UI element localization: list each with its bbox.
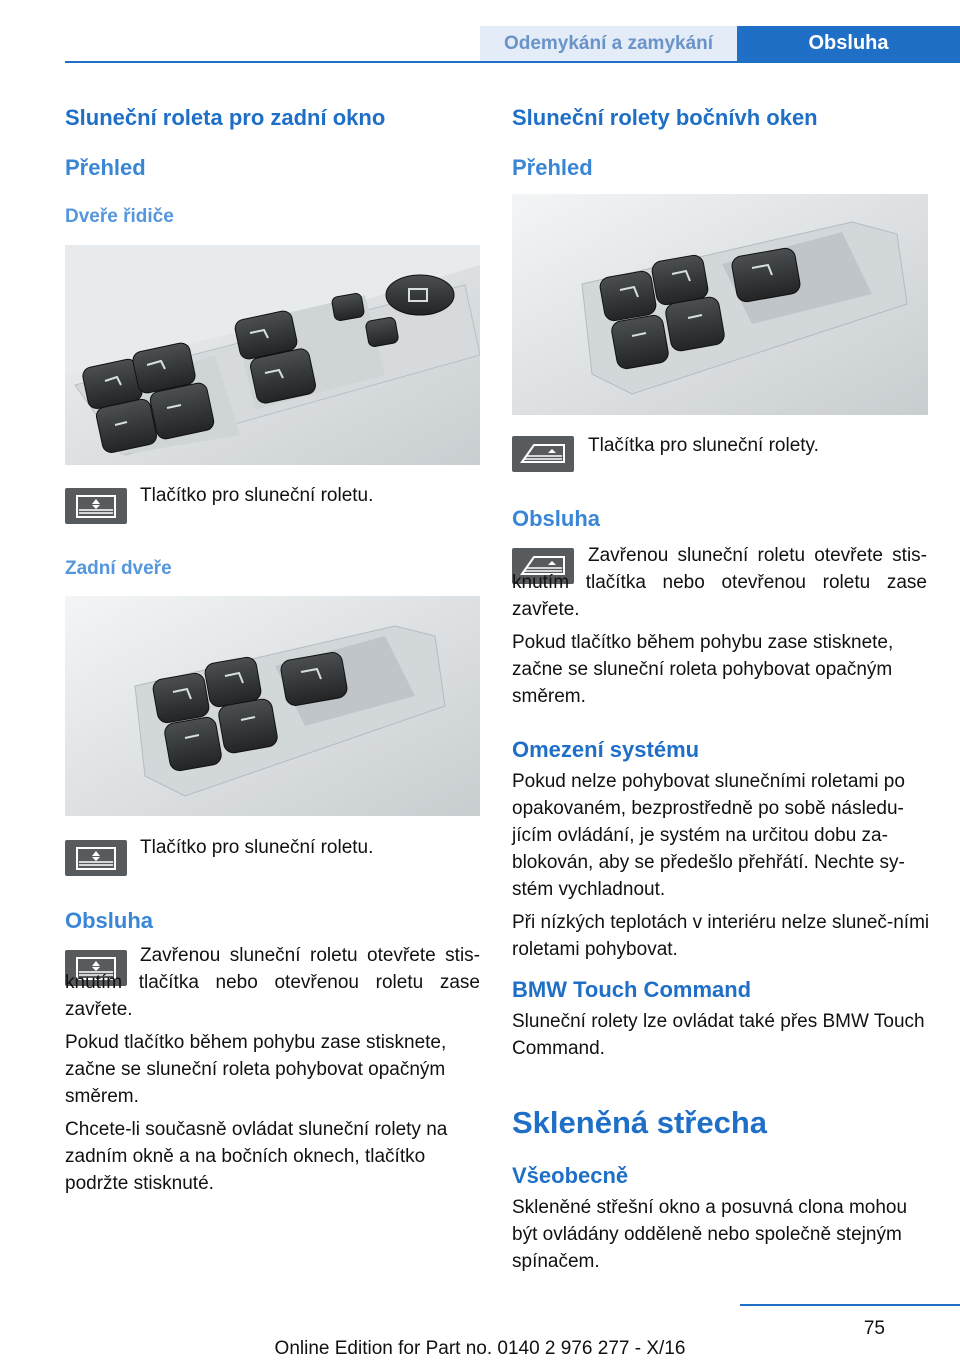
left-operation-p2: Pokud tlačítko během pohybu zase stisknete, začne se sluneční roleta pohybovat opačným směrem. xyxy=(65,1032,447,1107)
right-overview-heading: Přehled xyxy=(512,155,593,180)
driver-door-caption: Tlačítko pro sluneční roletu. xyxy=(140,485,374,506)
edition-footer: Online Edition for Part no. 0140 2 976 277 - X/16 xyxy=(274,1338,686,1359)
limits-p2: Při nízkých teplotách v interiéru nelze sluneč‐ními roletami pohybovat. xyxy=(512,912,930,960)
left-operation-p3: Chcete-li současně ovládat sluneční rolety na zadním okně a na bočních oknech, tlačítko podržte stisknuté. xyxy=(65,1119,448,1194)
left-operation-p1: Zavřenou sluneční roletu otevřete stis‐knutím tlačítka nebo otevřenou roletu zase zavřete. xyxy=(65,945,480,1020)
touch-command-heading: BMW Touch Command xyxy=(512,977,752,1002)
side-sunshade-button-icon xyxy=(512,436,574,472)
header-chapter-tab: Obsluha xyxy=(737,26,960,61)
rear-sunshade-button-icon xyxy=(65,840,127,876)
page-number: 75 xyxy=(863,1318,885,1339)
rear-sunshade-button-icon xyxy=(65,488,127,524)
left-title: Sluneční roleta pro zadní okno xyxy=(65,105,386,130)
glass-roof-heading: Skleněná střecha xyxy=(512,1105,768,1140)
touch-command-text xyxy=(512,1008,927,1062)
general-text xyxy=(512,1194,932,1275)
header-rule xyxy=(65,61,960,63)
limits-text xyxy=(512,768,932,963)
right-operation-text xyxy=(512,542,927,710)
general-heading: Všeobecně xyxy=(512,1163,629,1188)
left-overview-heading: Přehled xyxy=(65,155,146,180)
header-section-tab: Odemykání a zamykání xyxy=(480,26,737,61)
rear-door-photo xyxy=(65,596,480,816)
rear-door-heading: Zadní dveře xyxy=(65,558,172,579)
limits-heading: Omezení systému xyxy=(512,737,700,762)
driver-door-heading: Dveře řidiče xyxy=(65,206,174,227)
side-window-photo xyxy=(512,194,928,415)
left-operation-heading: Obsluha xyxy=(65,908,154,933)
driver-door-photo xyxy=(65,245,480,465)
right-caption: Tlačítka pro sluneční rolety. xyxy=(588,435,819,456)
right-title: Sluneční rolety bočnívh oken xyxy=(512,105,818,130)
right-operation-p2: Pokud tlačítko během pohybu zase stisknete, začne se sluneční roleta pohybovat opačným směrem. xyxy=(512,632,894,707)
rear-door-caption: Tlačítko pro sluneční roletu. xyxy=(140,837,374,858)
limits-p1: Pokud nelze pohybovat slunečními roletami po opakovaném, bezprostředně po sobě následu‐jícím ovládání, je systém na určitou dobu za‐blokován, aby se předešlo přehřátí. Nechte sy‐stém vychladnout. xyxy=(512,771,905,900)
left-operation-text xyxy=(65,942,480,1197)
right-operation-p1: Zavřenou sluneční roletu otevřete stis‐knutím tlačítka nebo otevřenou roletu zase zavřete. xyxy=(512,545,927,620)
right-operation-heading: Obsluha xyxy=(512,506,601,531)
general-p1: Skleněné střešní okno a posuvná clona mohou být ovládány odděleně nebo společně stejným spínačem. xyxy=(512,1197,908,1272)
footer-rule xyxy=(740,1304,960,1306)
touch-command-p1: Sluneční rolety lze ovládat také přes BMW Touch Command. xyxy=(512,1011,925,1059)
